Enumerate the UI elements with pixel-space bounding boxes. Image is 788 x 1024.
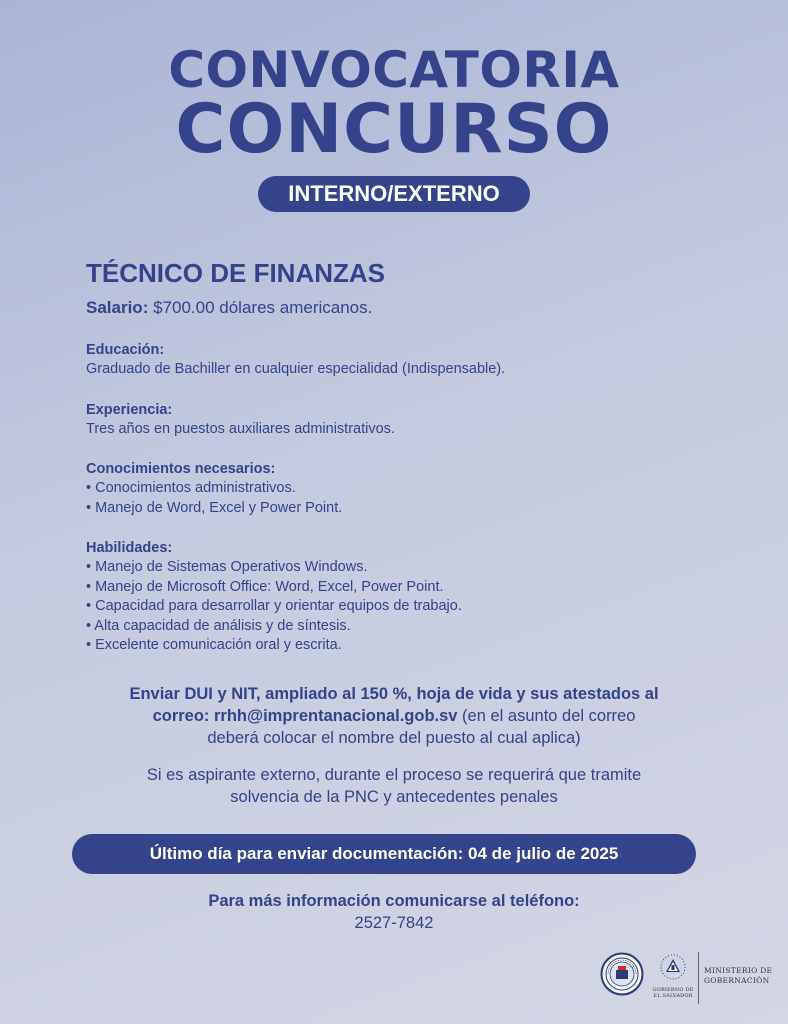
ministry-line-1: MINISTERIO DE (704, 966, 773, 975)
job-title: TÉCNICO DE FINANZAS (86, 258, 385, 288)
imprenta-nacional-seal-icon (600, 952, 644, 1001)
list-item: • Manejo de Microsoft Office: Word, Excel, Power Point. (86, 578, 444, 595)
footer-logos (596, 950, 776, 1010)
instructions-subject-note: (en el asunto del correo (457, 707, 636, 725)
education-heading: Educación: (86, 342, 165, 358)
knowledge-heading: Conocimientos necesarios: (86, 461, 276, 477)
experience-section (86, 401, 726, 440)
deadline-banner: Último día para enviar documentación: 04 de julio de 2025 (72, 834, 696, 874)
external-note-line-1: Si es aspirante externo, durante el proceso se requerirá que tramite (146, 766, 642, 784)
gov-caption-line-2: EL SALVADOR (653, 993, 693, 999)
instructions-line-1: Enviar DUI y NIT, ampliado al 150 %, hoja de vida y sus atestados al (129, 685, 659, 703)
instructions-line-2 (60, 705, 728, 727)
external-applicant-note (60, 764, 728, 808)
contact-heading: Para más información comunicarse al teléfono: (208, 892, 580, 910)
instructions-line-3: deberá colocar el nombre del puesto al cual aplica) (207, 729, 581, 747)
email-address[interactable]: correo: rrhh@imprentanacional.gob.sv (152, 707, 458, 725)
ministry-line-2: GOBERNACIÓN (704, 976, 770, 985)
gov-caption-line-1: GOBIERNO DE (652, 987, 694, 993)
logo-divider (698, 952, 699, 1004)
job-details (86, 256, 726, 656)
education-text: Graduado de Bachiller en cualquier especialidad (Indispensable). (86, 361, 506, 377)
skills-heading: Habilidades: (86, 540, 173, 556)
list-item: • Capacidad para desarrollar y orientar equipos de trabajo. (86, 598, 462, 614)
list-item: • Conocimientos administrativos. (86, 480, 296, 496)
knowledge-section (86, 460, 726, 518)
list-item: • Manejo de Word, Excel y Power Point. (86, 499, 343, 516)
salary-line (86, 296, 726, 320)
gobierno-el-salvador-logo (650, 952, 696, 999)
ministry-name (704, 966, 774, 986)
list-item: • Manejo de Sistemas Operativos Windows. (86, 559, 368, 575)
salary-label: Salario: (86, 298, 149, 317)
application-instructions (60, 683, 728, 749)
interno-externo-badge: INTERNO/EXTERNO (258, 176, 530, 212)
salary-value: $700.00 dólares americanos. (153, 298, 373, 317)
list-item: • Alta capacidad de análisis y de síntesis. (86, 617, 351, 634)
contact-phone: 2527-7842 (354, 914, 434, 932)
title-concurso: CONCURSO (175, 90, 613, 169)
experience-text: Tres años en puestos auxiliares administrativos. (86, 420, 395, 437)
skills-section (86, 539, 726, 656)
el-salvador-coat-of-arms-icon (658, 952, 688, 982)
education-section (86, 341, 726, 380)
experience-heading: Experiencia: (86, 401, 173, 418)
title-convocatoria: CONVOCATORIA (168, 41, 620, 99)
external-note-line-2: solvencia de la PNC y antecedentes penales (230, 788, 558, 806)
list-item: • Excelente comunicación oral y escrita. (86, 637, 342, 653)
